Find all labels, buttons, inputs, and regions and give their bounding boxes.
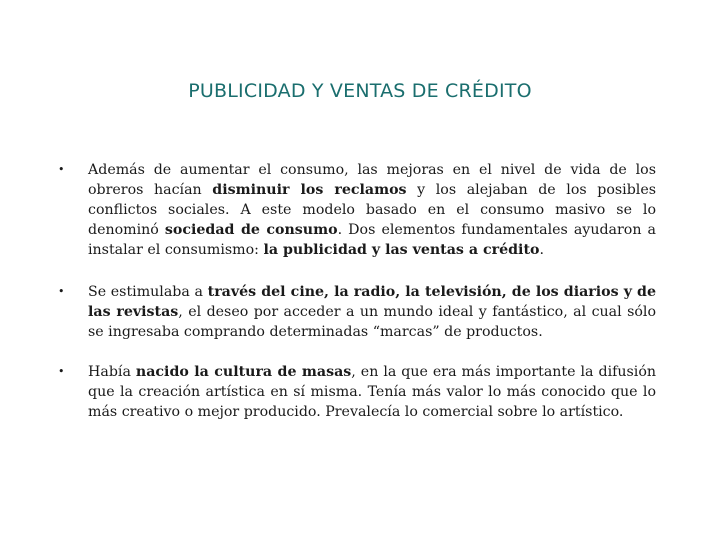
bullet-item-consumo: [54, 160, 656, 260]
slide-title: PUBLICIDAD Y VENTAS DE CRÉDITO: [188, 80, 532, 102]
bold-segment: la publicidad y las ventas a crédito: [263, 242, 540, 258]
bullet-icon: •: [58, 285, 65, 298]
text-segment: Había: [88, 364, 136, 380]
bold-segment: través del cine, la radio, la televisión, de los diarios y de las revistas: [88, 284, 656, 320]
bullet-icon: •: [58, 365, 65, 378]
text-segment: y los alejaban de los posibles conflictos sociales. A este modelo basado en el consumo masivo se lo denominó: [88, 182, 656, 238]
text-segment: , el deseo por acceder a un mundo ideal y fantástico, al cual sólo se ingresaba comprando determinadas “marcas” de productos.: [88, 304, 656, 340]
bold-segment: sociedad de consumo: [164, 222, 338, 238]
bullet-list: [54, 160, 656, 444]
text-segment: , en la que era más importante la difusión que la creación artística en sí misma. Tenía más valor lo más conocido que lo más creativo o mejor producido. Prevalecía lo comercial sobre lo artístico.: [88, 364, 656, 420]
bullet-text: [88, 162, 656, 258]
text-segment: Además de aumentar el consumo, las mejoras en el nivel de vida de los obreros hacían: [88, 162, 656, 198]
bullet-item-cultura-masas: [54, 362, 656, 422]
bold-segment: nacido la cultura de masas: [135, 364, 352, 380]
bold-segment: disminuir los reclamos: [212, 182, 407, 198]
bullet-text: [88, 284, 656, 340]
bullet-text: [88, 364, 656, 420]
text-segment: . Dos elementos fundamentales ayudaron a instalar el consumismo:: [88, 222, 656, 258]
text-segment: .: [539, 242, 544, 258]
bullet-icon: •: [58, 163, 65, 176]
bullet-item-medios: [54, 282, 656, 342]
text-segment: Se estimulaba a: [88, 284, 208, 300]
